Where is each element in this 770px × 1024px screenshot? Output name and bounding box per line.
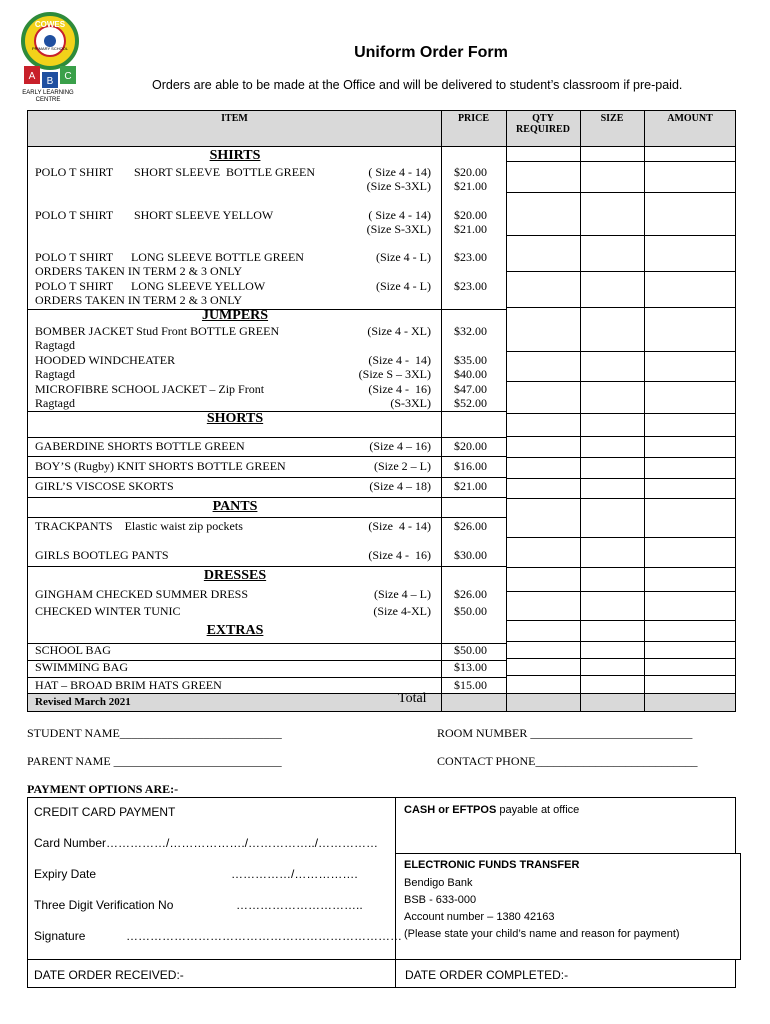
grid-line [506,620,735,621]
revised-date: Revised March 2021 [35,696,131,708]
signature-label: Signature [34,929,86,943]
grid-line [506,192,735,193]
credit-card-label: CREDIT CARD PAYMENT [34,805,176,819]
divider [644,111,645,711]
divider [506,111,507,711]
row-divider [28,497,506,498]
page-subtitle: Orders are able to be made at the Office and will be delivered to student’s classroom if pre-paid. [152,78,683,92]
grid-line [506,457,735,458]
room-number-field[interactable]: ROOM NUMBER ___________________________ [437,726,693,740]
grid-line [506,161,735,162]
grid-line [506,675,735,676]
section-shirts: SHIRTS [209,148,261,163]
student-name-field[interactable]: STUDENT NAME___________________________ [27,726,282,740]
page-title: Uniform Order Form [354,44,508,61]
header-item: ITEM [221,113,248,124]
eft-account: Account number – 1380 42163 [404,911,555,923]
grid-line [506,436,735,437]
svg-text:A: A [28,71,36,82]
grid-line [506,567,735,568]
cvv-label: Three Digit Verification No [34,898,174,912]
order-table: Revised March 2021 Total ITEM PRICE QTY REQUIRED SIZE AMOUNT SHIRTS JUMPERS SHORTS PANTS DRESSES EXTRAS POLO T SHIRT SHORT SLEEVE BOTTLE GREEN ( Size 4 - 14) (Size S-3XL) $20.00 $21.00 POLO T SHIRT SHORT SLEEVE YELLOW ( Size 4 - 14) (Size S-3XL) $20.00 $21.00 POLO T SHIRT LONG SLEEVE BOTTLE GREEN ORDERS TAKEN IN TERM 2 & 3 ONLY (Size 4 - L) $23.00 POLO T SHIRT LONG SLEEVE YELLOW ORDERS TAKEN IN TERM 2 & 3 ONLY (Size 4 - L) $23.00 BOMBER JACKET Stud Front BOTTLE GREEN Ragtagd (Size 4 - XL) $32.00 HOODED WINDCHEATER Ragtagd (Size 4 - 14) (Size S – 3XL) $35.00 $40.00 MICROFIBRE SCHOOL JACKET – Zip Front Ragtagd (Size 4 - 16) (S-3XL) $47.00 $52.00 GABERDINE SHORTS BOTTLE GREEN (Size 4 – 16) $20.00 BOY’S (Rugby) KNIT SHORTS BOTTLE GREEN (Size 2 – L) $16.00 GIRL’S VISCOSE SKORTS (Size 4 – 18) $21.00 TRACKPANTS Elastic waist zip pockets (Size 4 - 14) $26.00 GIRLS BOOTLEG PANTS (Size 4 - 16) $30.00 GINGHAM CHECKED SUMMER DRESS (Size 4 – L) $26.00 CHECKED WINTER TUNIC (Size 4-XL) $50.00 SCHOOL BAG $50.00 SWIMMING BAG $13.00 HAT – BROAD BRIM HATS GREEN $15.00 [27,110,736,712]
section-jumpers: JUMPERS [201,308,269,323]
grid-line [506,478,735,479]
table-footer-row [28,693,735,711]
row-divider [28,566,506,567]
svg-text:B: B [46,76,54,87]
section-dresses: DRESSES [203,568,267,583]
row-divider [28,456,506,457]
logo-caption: EARLY LEARNING CENTRE [22,90,74,103]
contact-phone-field[interactable]: CONTACT PHONE___________________________ [437,754,698,768]
grid-line [506,351,735,352]
grid-line [506,641,735,642]
grid-line [506,658,735,659]
parent-name-field[interactable]: PARENT NAME ____________________________ [27,754,282,768]
expiry-field[interactable]: ……………/……………. [231,867,358,881]
section-extras: EXTRAS [206,623,264,638]
date-completed-field[interactable]: DATE ORDER COMPLETED:- [405,968,569,982]
eft-bsb: BSB - 633-000 [404,894,477,906]
grid-line [506,307,735,308]
signature-field[interactable]: …………………………………………………………… [126,929,402,943]
grid-line [506,381,735,382]
header-price: PRICE [457,113,490,124]
logo-top-text: COWES [34,20,66,29]
grid-line [506,271,735,272]
grid-line [506,537,735,538]
row-divider [28,517,506,518]
grid-line [506,413,735,414]
eft-note: (Please state your child’s name and reason for payment) [404,928,680,940]
section-shorts: SHORTS [206,411,264,426]
header-qty: QTY REQUIRED [516,113,570,135]
cvv-field[interactable]: ………………………….. [236,898,363,912]
row-divider [28,437,506,438]
eft-bank: Bendigo Bank [404,877,473,889]
cash-eftpos-label: CASH or EFTPOS payable at office [404,804,580,816]
grid-line [506,591,735,592]
svg-text:C: C [64,71,72,82]
grid-line [506,235,735,236]
header-amount: AMOUNT [667,113,713,124]
divider [395,959,396,988]
header-size: SIZE [600,113,624,124]
total-label: Total [398,691,427,706]
row-divider [28,477,506,478]
divider [580,111,581,711]
logo-ring-text: PRIMARY SCHOOL [31,46,69,51]
payment-options-title: PAYMENT OPTIONS ARE:- [27,782,179,796]
grid-line [506,498,735,499]
date-received-field[interactable]: DATE ORDER RECEIVED:- [34,968,184,982]
section-pants: PANTS [212,499,258,514]
eft-title: ELECTRONIC FUNDS TRANSFER [404,859,580,871]
expiry-label: Expiry Date [34,867,97,881]
card-number-field[interactable]: Card Number……………/………………./……………../…………… [34,836,379,850]
